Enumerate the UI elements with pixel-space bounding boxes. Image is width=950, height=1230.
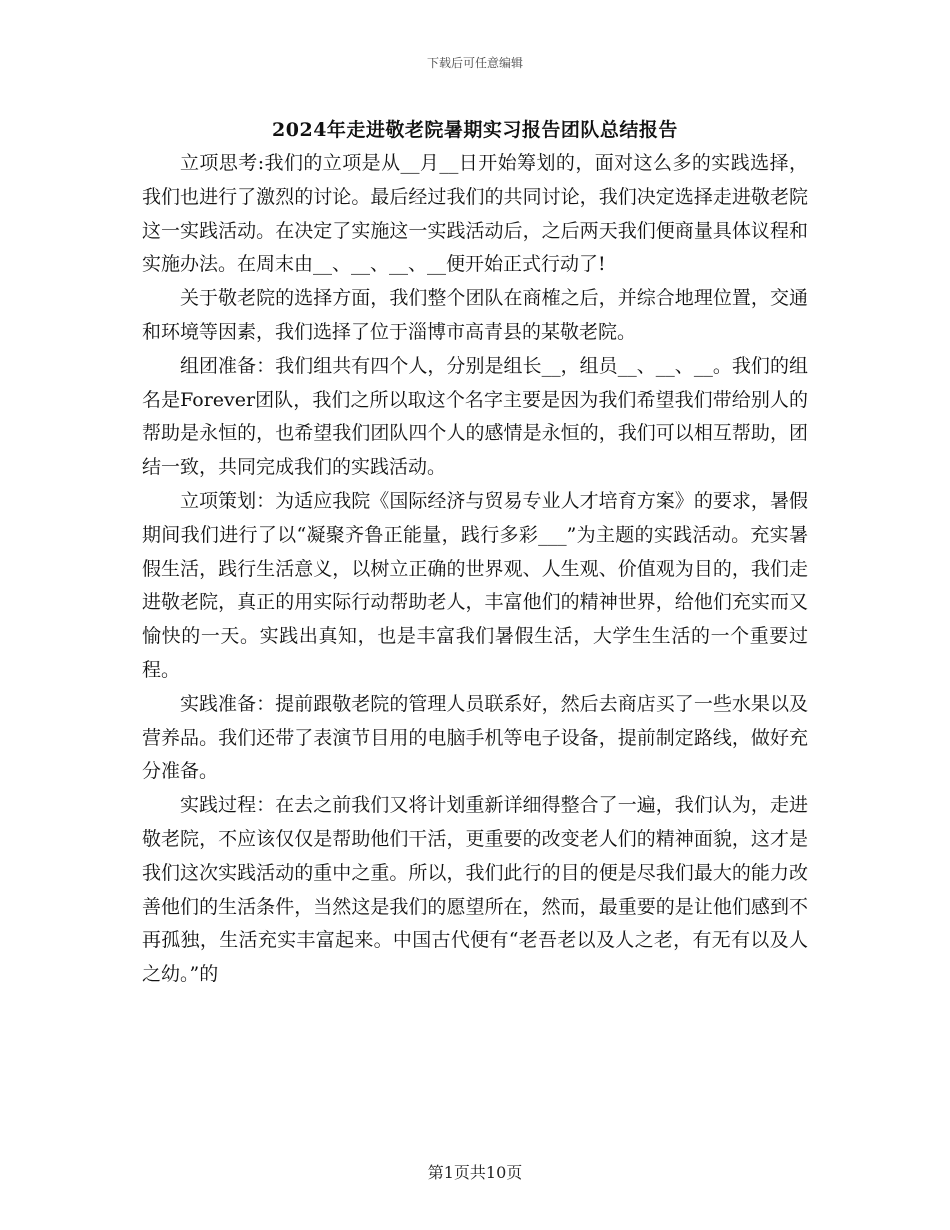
paragraph-practice-process: 实践过程：在去之前我们又将计划重新详细得整合了一遍，我们认为，走进敬老院，不应该仅仅是帮助他们干活，更重要的改变老人们的精神面貌，这才是我们这次实践活动的重中之重。所以，我们此行的目的便是尽我们最大的能力改善他们的生活条件，当然这是我们的愿望所在，然而，最重要的是让他们感到不再孤独，生活充实丰富起来。中国古代便有“老吾老以及人之老，有无有以及人之幼。”的: [142, 794, 808, 986]
paragraph-practice-preparation: 实践准备：提前跟敬老院的管理人员联系好，然后去商店买了一些水果以及营养品。我们还带了表演节目用的电脑手机等电子设备，提前制定路线，做好充分准备。: [142, 692, 808, 783]
paragraph-project-thinking: 立项思考:我们的立项是从__月__日开始筹划的，面对这么多的实践选择，我们也进行了激烈的讨论。最后经过我们的共同讨论，我们决定选择走进敬老院这一实践活动。在决定了实施这一实践活动后，之后两天我们便商量具体议程和实施办法。在周末由__、__、__、__便开始正式行动了!: [142, 152, 808, 276]
document-title: 2024年走进敬老院暑期实习报告团队总结报告: [272, 119, 678, 141]
document-body: [142, 147, 808, 992]
paragraph-project-planning: 立项策划：为适应我院《国际经济与贸易专业人才培育方案》的要求，暑假期间我们进行了以“凝聚齐鲁正能量，践行多彩___”为主题的实践活动。充实暑假生活，践行生活意义，以树立正确的世界观、人生观、价值观为目的，我们走进敬老院，真正的用实际行动帮助老人，丰富他们的精神世界，给他们充实而又愉快的一天。实践出真知，也是丰富我们暑假生活，大学生生活的一个重要过程。: [142, 489, 808, 681]
header-note: 下载后可任意编辑: [426, 56, 523, 70]
page-number: 第1页共10页: [427, 1163, 523, 1182]
paragraph-nursing-home-choice: 关于敬老院的选择方面，我们整个团队在商榷之后，并综合地理位置，交通和环境等因素，我们选择了位于淄博市高青县的某敬老院。: [142, 287, 808, 343]
paragraph-team-preparation: 组团准备：我们组共有四个人，分别是组长__，组员__、__、__。我们的组名是Forever团队，我们之所以取这个名字主要是因为我们希望我们带给别人的帮助是永恒的，也希望我们团队四个人的感情是永恒的，我们可以相互帮助，团结一致，共同完成我们的实践活动。: [142, 354, 808, 479]
